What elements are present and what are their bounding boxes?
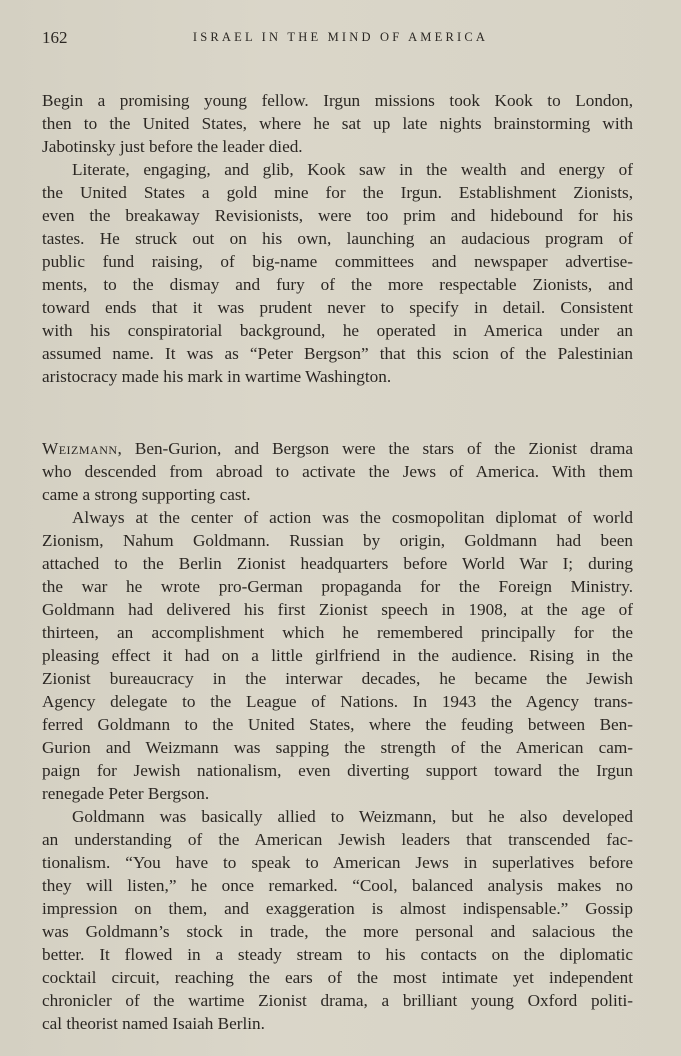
text-line: was Goldmann’s stock in trade, the more personal and salacious the bbox=[42, 922, 633, 941]
text-line: the United States a gold mine for the Irgun. Establishment Zionists, bbox=[42, 183, 633, 202]
text-line: chronicler of the wartime Zionist drama, a brilliant young Oxford politi- bbox=[42, 991, 633, 1010]
text-line: Agency delegate to the League of Nations. In 1943 the Agency trans- bbox=[42, 692, 633, 711]
paragraph bbox=[42, 158, 633, 388]
page-number: 162 bbox=[42, 28, 68, 47]
text-line: even the breakaway Revisionists, were too prim and hidebound for his bbox=[42, 206, 633, 225]
text-line: aristocracy made his mark in wartime Washington. bbox=[42, 367, 392, 386]
text-line: Begin a promising young fellow. Irgun missions took Kook to London, bbox=[42, 91, 633, 110]
text-line: Always at the center of action was the cosmopolitan diplomat of world bbox=[72, 508, 633, 527]
paragraph bbox=[42, 506, 633, 805]
text-line: public fund raising, of big-name committees and newspaper advertise- bbox=[42, 252, 633, 271]
text-line: Zionist bureaucracy in the interwar decades, he became the Jewish bbox=[42, 669, 633, 688]
text-line: Goldmann had delivered his first Zionist speech in 1908, at the age of bbox=[42, 600, 633, 619]
text-line: tastes. He struck out on his own, launching an audacious program of bbox=[42, 229, 633, 248]
text-line bbox=[42, 437, 633, 460]
paragraph bbox=[42, 805, 633, 1035]
text-line: pleasing effect it had on a little girlfriend in the audience. Rising in the bbox=[42, 646, 633, 665]
text-line: cal theorist named Isaiah Berlin. bbox=[42, 1014, 265, 1033]
paragraph bbox=[42, 89, 633, 158]
text-line: Gurion and Weizmann was sapping the strength of the American cam- bbox=[42, 738, 633, 757]
line-text: , Ben-Gurion, and Bergson were the stars of the Zionist drama bbox=[117, 439, 633, 458]
text-line: Zionism, Nahum Goldmann. Russian by origin, Goldmann had been bbox=[42, 531, 633, 550]
text-line: then to the United States, where he sat up late nights brainstorming with bbox=[42, 114, 633, 133]
text-line: assumed name. It was as “Peter Bergson” that this scion of the Palestinian bbox=[42, 344, 633, 363]
text-line: tionalism. “You have to speak to American Jews in superlatives before bbox=[42, 853, 633, 872]
text-line: ments, to the dismay and fury of the more respectable Zionists, and bbox=[42, 275, 633, 294]
text-line: Goldmann was basically allied to Weizmann, but he also developed bbox=[72, 807, 633, 826]
text-line: ferred Goldmann to the United States, where the feuding between Ben- bbox=[42, 715, 633, 734]
text-line: they will listen,” he once remarked. “Cool, balanced analysis makes no bbox=[42, 876, 633, 895]
body-text bbox=[42, 89, 633, 1035]
text-line: renegade Peter Bergson. bbox=[42, 784, 210, 803]
text-line: thirteen, an accomplishment which he remembered principally for the bbox=[42, 623, 633, 642]
text-line: came a strong supporting cast. bbox=[42, 485, 251, 504]
text-line: cocktail circuit, reaching the ears of the most intimate yet independent bbox=[42, 968, 633, 987]
text-line: better. It flowed in a steady stream to his contacts on the diplomatic bbox=[42, 945, 633, 964]
running-title: ISRAEL IN THE MIND OF AMERICA bbox=[192, 30, 489, 44]
text-line: paign for Jewish nationalism, even diverting support toward the Irgun bbox=[42, 761, 633, 780]
text-line: Jabotinsky just before the leader died. bbox=[42, 137, 303, 156]
text-line: toward ends that it was prudent never to specify in detail. Consistent bbox=[42, 298, 633, 317]
text-line: an understanding of the American Jewish leaders that transcended fac- bbox=[42, 830, 633, 849]
small-caps-lead-word: Weizmann bbox=[42, 439, 118, 458]
text-line: with his conspiratorial background, he operated in America under an bbox=[42, 321, 633, 340]
text-line: attached to the Berlin Zionist headquarters before World War I; during bbox=[42, 554, 633, 573]
text-line: Literate, engaging, and glib, Kook saw in the wealth and energy of bbox=[72, 160, 633, 179]
text-line: who descended from abroad to activate the Jews of America. With them bbox=[42, 462, 633, 481]
text-line: the war he wrote pro-German propaganda for the Foreign Ministry. bbox=[42, 577, 633, 596]
text-line: impression on them, and exaggeration is almost indispensable.” Gossip bbox=[42, 899, 633, 918]
paragraph bbox=[42, 437, 633, 506]
